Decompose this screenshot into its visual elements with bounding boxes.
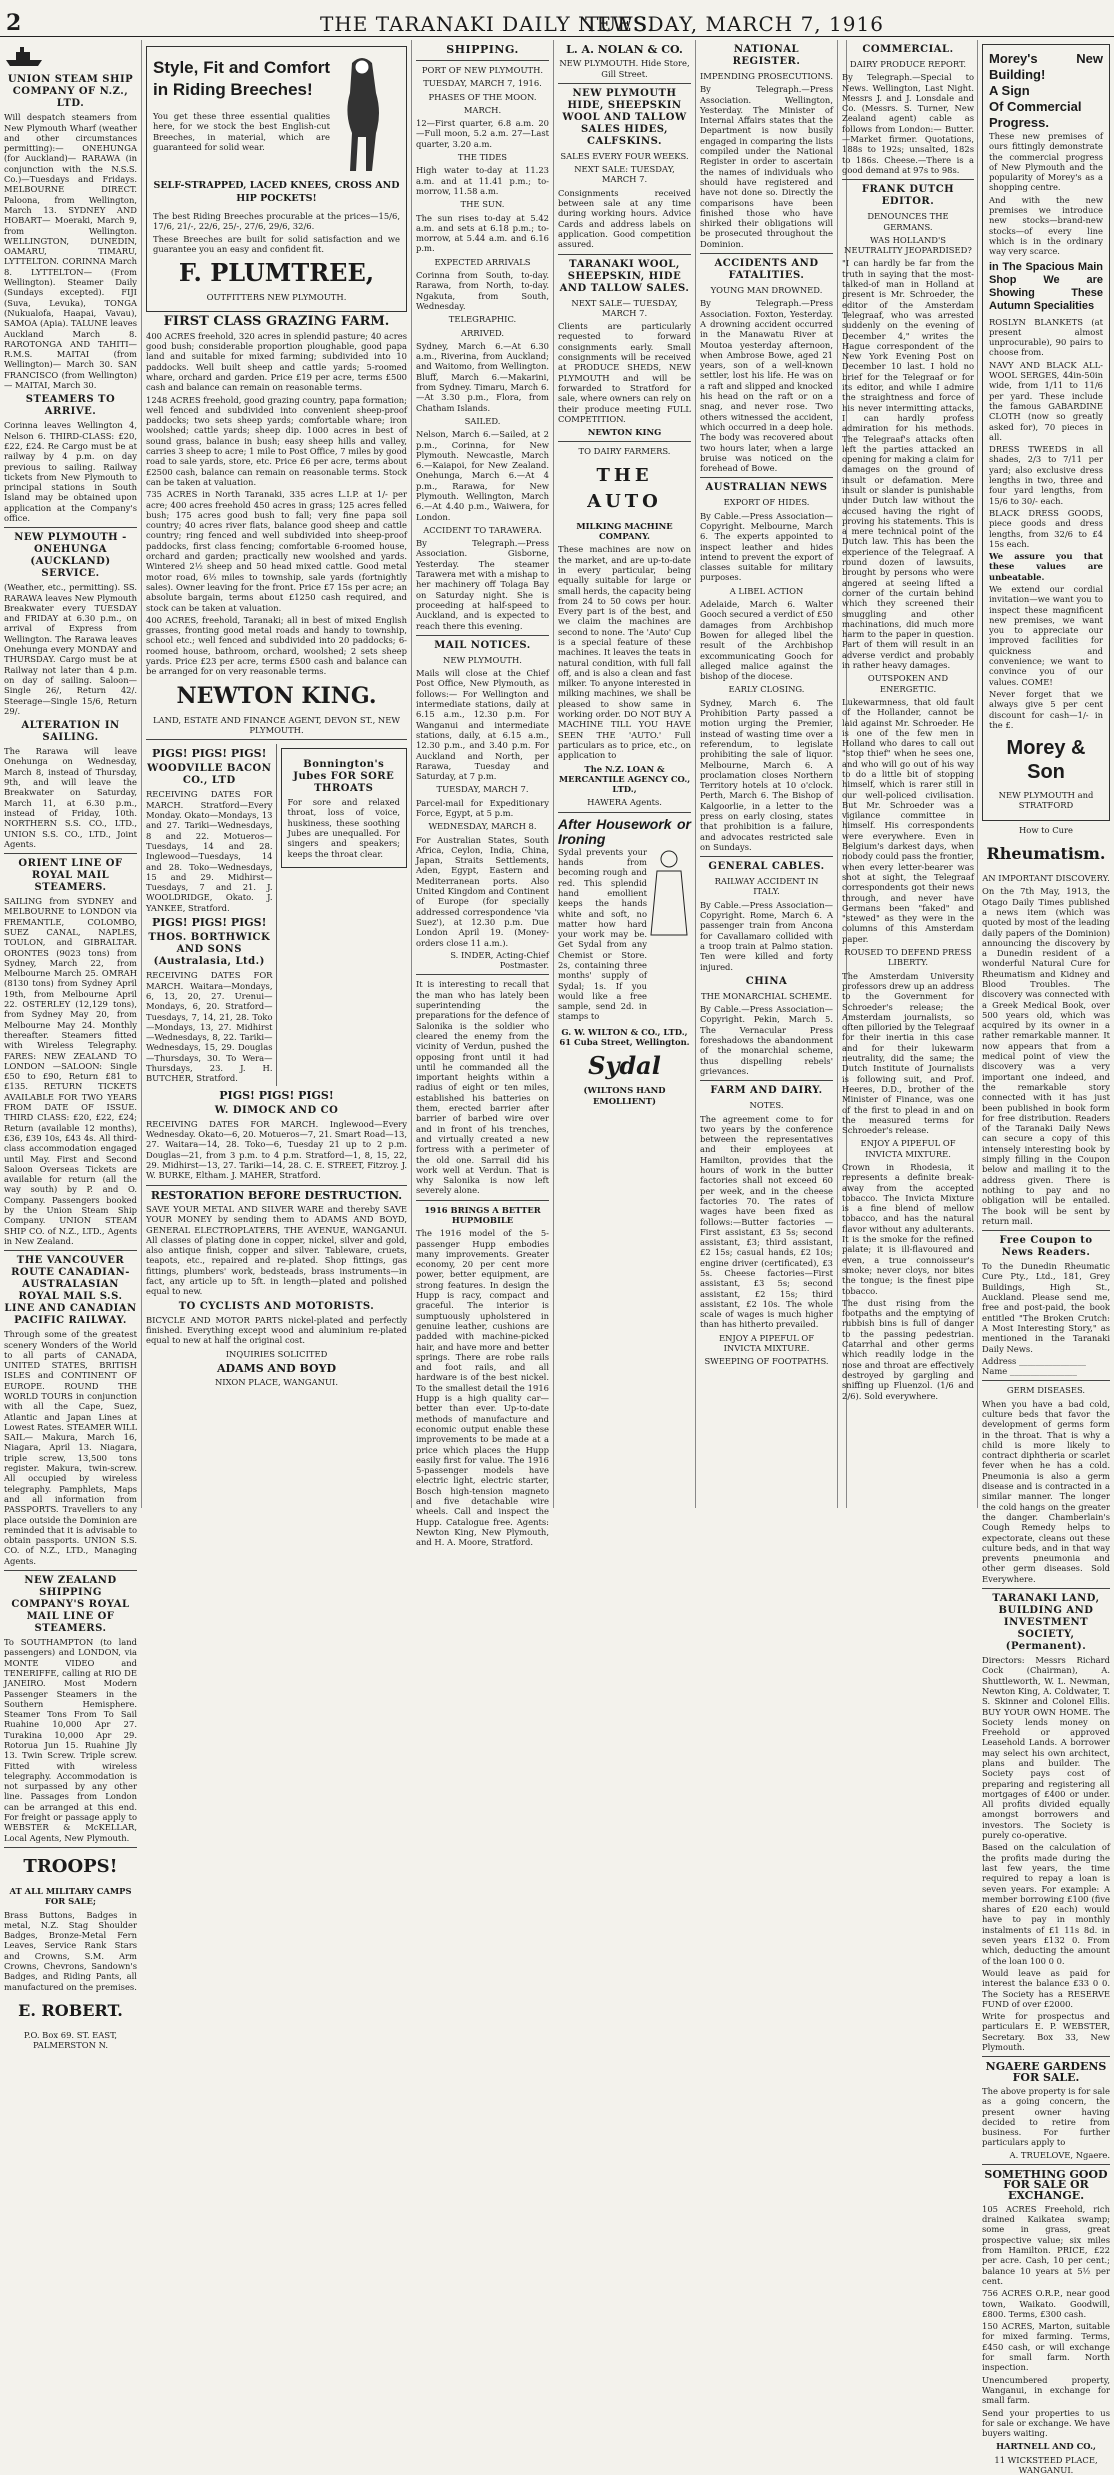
germ-body: When you have a bad cold, culture beds that favor the development of germs form in the throat. That is why a child is more likely to contract diphtheria or scarlet fever when he has a cold. Pneumonia is also a germ disease and is contracted in a similar manner. The longer the cold hangs on the greater the danger. Chamberlain's Cough Remedy helps to expectorate, cleans out these culture beds, and in that way prevents pneumonia and other germ diseases. Sold Everywhere. bbox=[982, 1398, 1110, 1584]
farm-735: 735 ACRES in North Taranaki, 335 acres L.I.P. at 1/- per acre; 400 acres freehold 450 acres in grass; 125 acres felled bush; 175 acres good bush to fall; very fine papa soil country; 40 acres river flats, balance good sheep and cattle country; ring fenced and well subdivided into sheep-proof paddocks, first class fencing; comfortable 6-roomed house, orchard and garden; practically new woolshed and yards. Wintered 2½ sheep and 50 head mixed cattle. Good metal motor road, 6½ miles to township, sale yards (fortnightly sales). Owner leaving for the front. Price £7 15s per acre; an absolute bargain, terms about £1250 cash required, and stock can be taken at valuation. bbox=[146, 489, 407, 613]
hartnell-name: HARTNELL AND CO., bbox=[996, 2441, 1096, 2452]
roused-body: The Amsterdam University professors drew up an address to the Government for Schroeder's release; the Amsterdam journalists, so often pilloried by the Telegraaf for their inertia in this case and for their lukewarm neutrality, did the same; the Dutch Institute of Journalists is following suit, and Prof. Heeres, D.D., brother of the Minister of Finance, was one of the first to plead in and on the measured terms for Schroeder's release. bbox=[842, 970, 974, 1136]
morey-assure: We assure you that these values are unbeatable. bbox=[989, 551, 1103, 582]
mail-wed: WEDNESDAY, MARCH 8. bbox=[428, 821, 537, 832]
national-title: NATIONAL REGISTER. bbox=[732, 44, 801, 67]
morey-intro2: And with the new premises we introduce new stocks—brand-new stocks—of every line which is in the ordinary way very scarce. bbox=[989, 194, 1103, 257]
farm-1248: 1248 ACRES freehold, good grazing country, papa formation; well fenced and subdivided into convenient sheep-proof paddocks; two sets sheep yards; comfortable whare; iron woolshed; cattle yards; sheep dip. 1000 acres in best of sound grass, balance in bush; easy sheep hills and valley, carries 3 sheep to acre; 1 mile to Post Office, 7 miles by good road to sale yards, store, etc. Price £6 per acre, terms about £2500 cash, balance can remain on reasonable terms. Stock can be taken at valuation. bbox=[146, 394, 407, 487]
sailed: SAILED. bbox=[464, 415, 501, 426]
building-body: Directors: Messrs Richard Cock (Chairman), A. Shuttleworth, W. L. Newman, Newton King, A. Coldwater, T. S. Skinner and Colonel Ellis. BUY YOUR OWN HOME. The Society lends money on Freehold or approved Leasehold Lands. A borrower may select his own architect, plans and builder. The Society pays cost of preparing and registering all mortgages of £400 or under. All profits divided equally amongst borrowers and investors. The Society is purely co-operative. bbox=[982, 1655, 1110, 1841]
restoration-body: SAVE YOUR METAL AND SILVER WARE and thereby SAVE YOUR MONEY by sending them to ADAMS AND BOYD, GENERAL ELECTROPLATERS, THE AVENUE, WANGANUI. All classes of plating done in copper, nickel, silver and gold, also antique finish, copper and silver. Tableware, cruets, teapots, etc., repaired and re-plated. Shop fittings, gas fittings, plumbers' work, bedsteads, brass instruments—in fact, any article up to 5ft. in length—plated and polished equal to new. bbox=[146, 1203, 407, 1297]
breeches-ad bbox=[146, 46, 407, 312]
libel-title: A LIBEL ACTION bbox=[729, 585, 804, 596]
arrive-body: Corinna leaves Wellington 4, Nelson 6. THIRD-CLASS: £20, £22, £24. Re Cargo must be at railway by 4 p.m. on day previous to sailing. Railway tickets from New Plymouth to principal stations in South Island may be obtained upon application at the Company's office. bbox=[4, 420, 137, 523]
auto-body: These machines are now on the market, and are up-to-date in every particular, being equally suitable for large or small herds, the capacity being from 24 to 50 cows per hour. Every part is of the best, and we claim the machines are second to none. The 'Auto' Cup is a special feature of these machines. It leaves the teats in natural condition, with full fall off, and is also a clean and fast milker. To anyone interested in milking machines, we shall be pleased to show same in working order. DO NOT BUY A MACHINE TILL YOU HAVE SEEN THE 'AUTO.' Full particulars as to price, etc., on application to bbox=[558, 544, 691, 761]
drowned-body: By Telegraph.—Press Association. Foxton, Yesterday. A drowning accident occurred in the Manawatu River at Moutoa yesterday afternoon, when Ambrose Bowe, aged 21 years, son of a well-known settler, lost his life. He was on a raft and slipped and knocked his head on the raft or on a snag, and never rose. Two others witnessed the accident, which occurred in a deep hole. The body was recovered about two hours later, when a large bruise was noticed on the forehead of Bowe. bbox=[700, 298, 833, 474]
item-2: NAVY AND BLACK ALL-WOOL SERGES, 44in-50in wide, from 1/11 to 11/6 per yard. These include the famous GABARDINE CLOTH (now so greatly asked for), 70 pieces in all. bbox=[989, 359, 1103, 442]
item-3: DRESS TWEEDS in all shades, 2/3 to 7/11 per yard; also exclusive dress lengths in two, three and four yard lengths, from 15/6 to 30/- each. bbox=[989, 444, 1103, 506]
sailed-body: Nelson, March 6.—Sailed, at 2 p.m., Corinna, for New Plymouth. Newcastle, March 6.—Kaiapoi, for New Zealand. Onehunga, March 6.—At 4 p.m., Rarawa, for New Plymouth. Wellington, March 6.—At 4.40 p.m., Waiwera, for London. bbox=[416, 429, 549, 522]
coupon-address-field[interactable]: Address ________________ bbox=[982, 1355, 1086, 1366]
breeches-body: You get these three essential qualities here, for we stock the best English-cut Breeches, in material, which are guaranteed for solid wear. bbox=[153, 111, 330, 152]
drowned-title: YOUNG MAN DROWNED. bbox=[710, 285, 823, 296]
impending: IMPENDING PROSECUTIONS. bbox=[700, 71, 833, 81]
expected-title: EXPECTED ARRIVALS bbox=[434, 256, 531, 267]
mail-tuesday-body: Parcel-mail for Expeditionary Force, Egypt, at 5 p.m. bbox=[416, 797, 549, 818]
coupon-name-label: Name bbox=[982, 1366, 1008, 1377]
morey-invite: We extend our cordial invitation—we want you to inspect these magnificent new premises, we want you to appreciate our improved facilities for quickness and convenience; we want to convince you of our values. COME! bbox=[989, 583, 1103, 687]
mail-wed-body: For Australian States, South Africa, Ceylon, India, China, Japan, Straits Settlements, Aden, Egypt, Eastern and Mediterranean ports. Also United Kingdom and Continent of Europe (for specially addressed correspondence 'via Suez'), at 12.30 p.m. Due London April 19. (Money-orders close 11 a.m.). bbox=[416, 834, 549, 948]
rheum-title: Rheumatism. bbox=[986, 844, 1106, 864]
masthead bbox=[0, 0, 1114, 37]
alteration-body: The Rarawa will leave Onehunga on Wednesday, March 8, instead of Thursday, 9th, and will leave the Breakwater on Saturday, March 11, at 6.30 p.m., instead of Friday, 10th. NORTHERN S.S. CO., LTD., UNION S.S. CO., LTD., Joint Agents. bbox=[4, 746, 137, 849]
breeches-prices: The best Riding Breeches procurable at the prices—15/6, 17/6, 21/-, 22/6, 25/-, 27/6, 29/6, 32/6. bbox=[153, 211, 400, 232]
plumtree-sub: OUTFITTERS NEW PLYMOUTH. bbox=[206, 292, 347, 303]
spacious: in The Spacious Main Shop We are Showing These Autumn Specialities bbox=[989, 260, 1103, 312]
taranaki-sign: NEWTON KING bbox=[587, 427, 662, 438]
column-shipping-news bbox=[412, 40, 554, 1548]
hupmobile-body: The 1916 model of the 5-passenger Hupp embodies many improvements. Greater economy, 20 per cent more power, better equipment, are strong features. In design the Hupp is racy, compact and graceful. The interior is sumptuously upholstered in genuine leather, cushions are padded with machine-picked hair, and have more and better springs. There are robe rails and foot rails, and all hardware is of the best nickel. To the smallest detail the 1916 Hupp is a high quality car—better than ever. Up-to-date methods of manufacture and economic output enable these improvements to be made at a price which places the Hupp easily first for value. The 1916 5-passenger models have electric light, electric starter, Bosch high-tension magneto and five detachable wire wheels. Call and inspect the Hupp. Catalogue free. Agents: Newton King, New Plymouth, and H. A. Moore, Stratford. bbox=[416, 1228, 549, 1548]
troops-title: TROOPS! bbox=[23, 1855, 118, 1877]
restoration-title: RESTORATION BEFORE DESTRUCTION. bbox=[150, 1188, 403, 1202]
sydal-addr: G. W. WILTON & CO., LTD., 61 Cuba Street, Wellington. bbox=[559, 1026, 690, 1048]
moon-title: PHASES OF THE MOON. bbox=[428, 91, 537, 102]
borthwick-title: THOS. BORTHWICK AND SONS (Australasia, Ltd.) bbox=[148, 932, 271, 968]
bonnington-body: For sore and relaxed throat, loss of voice, huskiness, these soothing Jubes are unequalled. For singers and speakers; keeps the throat clear. bbox=[287, 797, 400, 859]
building-title: TARANAKI LAND, BUILDING AND INVESTMENT SOCIETY, (Permanent). bbox=[992, 1593, 1100, 1653]
mail-sub: NEW PLYMOUTH. bbox=[443, 654, 522, 665]
ngaere-body: The above property is for sale as a going concern, the present owner having decided to retire from business. For further particulars apply to bbox=[982, 2085, 1110, 2148]
morey-title-3: Of Commercial bbox=[989, 99, 1082, 114]
tarawera-title: ACCIDENT TO TARAWERA. bbox=[423, 524, 542, 535]
taranaki-next: NEXT SALE— TUESDAY, MARCH 7. bbox=[571, 297, 678, 318]
vancouver-body: Through some of the greatest scenery Wonders of the World to all parts of CANADA, UNITED STATES, BRITISH ISLES and CONTINENT OF EUROPE. ROUND THE WORLD TOURS in conjunction with all the Cape, Suez, Atlantic and Japan Lines at Lowest Rates. STEAMER WILL SAIL— Makura, March 16, Niagara, April 13. Niagara, triple screw, 13,500 tons register. Makura, twin-screw. All occupied by wireless telegraphy. Pamphlets, Maps and all information from PASSPORTS. Travellers to any place outside the Dominion are reminded that it is advisable to obtain passports. UNION S.S. CO. of N.Z., LTD., Managing Agents. bbox=[4, 1329, 137, 1566]
tides-title: THE TIDES bbox=[457, 152, 508, 163]
port-title: PORT OF NEW PLYMOUTH. bbox=[421, 65, 544, 75]
hides-title: EXPORT OF HIDES. bbox=[723, 497, 810, 508]
arrive-title: STEAMERS TO ARRIVE. bbox=[25, 394, 116, 418]
breeches-title: Style, Fit and Comfort in Riding Breeches! bbox=[153, 58, 330, 99]
pigs-title-1: PIGS! PIGS! PIGS! bbox=[152, 747, 267, 761]
sun-title: THE SUN. bbox=[460, 199, 505, 210]
invicta-title: ENJOY A PIPEFUL OF INVICTA MIXTURE. bbox=[860, 1138, 956, 1159]
column-national-news bbox=[696, 40, 838, 1508]
woman-ironing-illustration bbox=[647, 847, 691, 1024]
alteration-title: ALTERATION IN SAILING. bbox=[21, 720, 120, 744]
vancouver-title: THE VANCOUVER ROUTE CANADIAN-AUSTRALASIAN ROYAL MAIL S.S. LINE AND CANADIAN PACIFIC RAILWAY. bbox=[4, 1255, 137, 1327]
morey-name: Morey & Son bbox=[1006, 737, 1086, 784]
holland-title: WAS HOLLAND'S NEUTRALITY JEOPARDISED? bbox=[844, 234, 972, 256]
tides-body: High water to-day at 11.23 a.m. and at 11.41 p.m.; to-morrow, 11.58 a.m. bbox=[416, 165, 549, 196]
dairy-title: TO DAIRY FARMERS. bbox=[578, 446, 671, 457]
moon-body: 12—First quarter, 6.8 a.m. 20—Full moon, 5.2 a.m. 27—Last quarter, 3.20 a.m. bbox=[416, 118, 549, 149]
taranaki-body: Clients are particularly requested to forward consignments early. Small consignments will be received at PRODUCE SHEDS, NEW PLYMOUTH and will be forwarded to Stratford for sale, where owners can rely on their produce meeting FULL COMPETITION. bbox=[558, 321, 691, 424]
auto-sub: MILKING MACHINE COMPANY. bbox=[576, 520, 673, 542]
morey-intro: These new premises of ours fittingly demonstrate the commercial progress of New Plymouth and the popularity of Morey's as a shopping centre. bbox=[989, 131, 1103, 193]
commercial-section bbox=[842, 40, 978, 1508]
orient-title: ORIENT LINE OF ROYAL MAIL STEAMERS. bbox=[18, 858, 123, 894]
ex-send: Send your properties to us for sale or exchange. We have buyers waiting. bbox=[982, 2407, 1110, 2439]
woodville-body: RECEIVING DATES FOR MARCH. Stratford—Every Monday. Okato—Mondays, 13 and 27. Tariki—Wednesdays, 8 and 22. Motueros—Tuesdays, 14 and 28. Inglewood—Tuesdays, 14 and 28. Toko—Wednesdays, 15 and 29. Midhirst—Tuesdays, 7 and 21. J. WOOLDRIDGE, Okato. J. YANKEE, Stratford. bbox=[146, 789, 273, 913]
pigs-title-3: PIGS! PIGS! PIGS! bbox=[219, 1088, 334, 1102]
sun-body: The sun rises to-day at 5.42 a.m. and sets at 6.18 p.m.; to-morrow, at 5.44 a.m. and 6.16 p.m. bbox=[416, 212, 549, 254]
rheum-sub: AN IMPORTANT DISCOVERY. bbox=[982, 873, 1110, 884]
morey-and-right-column bbox=[982, 40, 1110, 2475]
port-date: TUESDAY, MARCH 7, 1916. bbox=[423, 78, 542, 89]
coupon-title: Free Coupon to News Readers. bbox=[999, 1235, 1093, 1259]
coupon-body: To the Dunedin Rheumatic Cure Pty., Ltd., 181, Grey Buildings, High St., Auckland. Please send me, free and post-paid, the book entitled "The Broken Crutch: A Most Interesting Story," as mentioned in the Taranaki Daily News. bbox=[982, 1261, 1110, 1354]
column-commercial-and-ads bbox=[838, 40, 1114, 2475]
dairy-report: DAIRY PRODUCE REPORT. bbox=[849, 59, 967, 69]
coupon-address-label: Address bbox=[982, 1355, 1017, 1366]
ex-unencumbered: Unencumbered property, Wanganui, in exchange for small farm. bbox=[982, 2374, 1110, 2406]
newplymouth-body: (Weather, etc., permitting). SS. RARAWA leaves New Plymouth Breakwater every TUESDAY and FRIDAY at 6.30 p.m., on arrival of Express from Wellington. The Rarawa leaves Onehunga every MONDAY and THURSDAY. Cargo must be at Railway not later than 4 p.m. on day of sailing. Saloon—Single 26/, Return 42/. Steerage—Single 15/6, Return 29/. bbox=[4, 582, 137, 716]
denounces: DENOUNCES THE GERMANS. bbox=[867, 211, 949, 232]
sydal-brand: Sydal bbox=[588, 1051, 661, 1081]
troops-body: Brass Buttons, Badges in metal, N.Z. Stag Shoulder Badges, Bronze-Metal Fern Leaves, Service Rank Stars and Crowns, S.M. Arm Crowns, Chevrons, Sandown's Badges, and Riding Pants, all manufactured on the premises. bbox=[4, 1909, 137, 1992]
national-body: By Telegraph.—Press Association. Wellington, Yesterday. The Minister of Internal Affairs states that the Department is now busily engaged in comparing the lists compiled under the National Register in order to ascertain the names of individuals who should have registered and have not done so. Directly the comparisons have been finished those who have shirked their obligations will be prosecuted throughout the Dominion. bbox=[700, 84, 833, 249]
building-example: Based on the calculation of the profits made during the last few years, the time required to repay a loan is seven years. For example: A member borrowing £100 (five shares of £20 each) would have to pay in monthly instalments of £1 11s 8d. in seven years £132 0. From which, deducting the amount of the loan 100 0 0. bbox=[982, 1842, 1110, 1966]
italy-body: By Cable.—Press Association—Copyright. Rome, March 6. A passenger train from Ancona for Cavallamaro collided with a troop train at Palmo station. Ten were killed and forty injured. bbox=[700, 899, 833, 972]
sweep-body: The dust rising from the footpaths and the emptying of rubbish bins is full of danger to the passing pedestrian. Catarrhal and other germs which readily lodge in the nose and throat are effectively destroyed by gargling and sniffing up Fluenzol. (1/6 and 2/6). Sold everywhere. bbox=[842, 1297, 974, 1401]
tarawera-body: By Telegraph.—Press Association. Gisborne, Yesterday. The steamer Tarawera met with a mishap to her machinery off Tolaga Bay on Saturday night. She is proceeding at half-speed to Auckland, and is expected to reach there this evening. bbox=[416, 538, 549, 631]
nz-shipping-body: To SOUTHAMPTON (to land passengers) and LONDON, via MONTE VIDEO and TENERIFFE, calling at RIO DE JANEIRO. Most Modern Passenger Steamers in the Southern Hemisphere. Steamer Tons From To Sail Ruahine 10,000 Apr 27. Turakina 10,000 Apr 29. Rotorua Jun 15. Ruahine Jly 13. Twin Screw. Triple screw. Fitted with wireless telegraphy. Accommodation is not surpassed by any other line. Passages from London can be arranged at this end. For freight or passage apply to WEBSTER & McKELLAR, Local Agents, New Plymouth. bbox=[4, 1637, 137, 1843]
closing-title: EARLY CLOSING. bbox=[728, 684, 805, 695]
robert-addr: P.O. Box 69. ST. EAST, PALMERSTON N. bbox=[23, 2029, 118, 2051]
page-number: 2 bbox=[6, 10, 22, 36]
mail-tuesday: TUESDAY, MARCH 7. bbox=[436, 784, 529, 795]
moon-month: MARCH. bbox=[463, 104, 502, 115]
cables-title: GENERAL CABLES. bbox=[708, 861, 825, 873]
ex-105: 105 ACRES Freehold, rich drained Kaikatea swamp; some in grass, great prospective value; six miles from Hamilton. PRICE, £22 per acre. Cash, 10 per cent.; balance 10 years at 5½ per cent. bbox=[982, 2203, 1110, 2286]
bonnington-ad bbox=[281, 748, 408, 868]
farm-dairy-title: FARM AND DAIRY. bbox=[710, 1085, 823, 1097]
ex-150: 150 ACRES, Marton, suitable for mixed farming. Terms, £450 cash, or will exchange for small farm. North inspection. bbox=[982, 2321, 1110, 2373]
telegraphic: TELEGRAPHIC. bbox=[448, 314, 517, 325]
taranaki-title: TARANAKI WOOL, SHEEPSKIN, HIDE AND TALLOW SALES. bbox=[559, 258, 690, 294]
newspaper-title: THE TARANAKI DAILY NEWS. bbox=[320, 12, 656, 36]
newton-king-sub: LAND, ESTATE AND FINANCE AGENT, DEVON ST., NEW PLYMOUTH. bbox=[153, 714, 400, 735]
borthwick-body: RECEIVING DATES FOR MARCH. Waitara—Mondays, 6, 13, 20, 27. Urenui—Mondays, 6, 20. Stratford—Tuesdays, 7, 14, 21, 28. Toko—Mondays, 13, 27. Midhirst—Wednesdays, 8, 22. Tariki—Wednesdays, 15, 29. Douglas—Thursdays, 30. To Wera—Thursdays, 23. J. H. BUTCHER, Stratford. bbox=[146, 970, 273, 1084]
notes-title: NOTES. bbox=[749, 1100, 784, 1111]
italy-title: RAILWAY ACCIDENT IN ITALY. bbox=[714, 876, 819, 897]
building-write: Write for prospectus and particulars E. P. WEBSTER, Secretary. Box 33, New Plymouth. bbox=[982, 2011, 1110, 2053]
dimock-body: RECEIVING DATES FOR MARCH. Inglewood—Every Wednesday. Okato—6, 20. Motueros—7, 21. Smart Road—13, 27. Waitara—14, 28. Toko—6, Tuesday 21 up to 2 p.m. Douglas—21, from 3 p.m. to 4 p.m. Stratford—1, 8, 15, 22, 29. Midhirst—13, 27. Tariki—14, 28. C. E. STREET, Fitzroy. J. W. BURKE, Eltham. J. MAHER, Stratford. bbox=[146, 1118, 407, 1181]
morey-title-1: Morey's New Building! bbox=[989, 51, 1103, 82]
nz-loan: The N.Z. LOAN & MERCANTILE AGENCY CO., LTD., bbox=[558, 763, 691, 795]
morey-title-4: Progress. bbox=[989, 115, 1049, 130]
morey-place: NEW PLYMOUTH and STRATFORD bbox=[998, 790, 1094, 811]
column-shipping-lines bbox=[0, 40, 142, 2051]
column-advertisements bbox=[142, 40, 412, 1508]
woodville-title: WOODVILLE BACON CO., LTD bbox=[147, 763, 272, 787]
issue-date: TUESDAY, MARCH 7, 1916 bbox=[585, 12, 884, 36]
cyclists-body: BICYCLE AND MOTOR PARTS nickel-plated and perfectly finished. Everything except wood and aluminium re-plated equal to new at half the original cost. bbox=[146, 1314, 407, 1346]
cyclists-title: TO CYCLISTS AND MOTORISTS. bbox=[178, 1300, 375, 1312]
commercial-title: COMMERCIAL. bbox=[862, 44, 954, 55]
shipping-title: SHIPPING. bbox=[446, 43, 519, 56]
expected-body: Corinna from South, to-day. Rarawa, from North, to-day. Ngakuta, from South, Wednesday. bbox=[416, 270, 549, 311]
plumtree-name: F. PLUMTREE, bbox=[178, 258, 375, 288]
auto-title: THE AUTO bbox=[587, 464, 662, 512]
australian-title: AUSTRALIAN NEWS bbox=[705, 482, 828, 494]
hide-next: NEXT SALE: TUESDAY, MARCH 7. bbox=[574, 164, 675, 185]
orient-body: SAILING from SYDNEY and MELBOURNE to LONDON via FREMANTLE, COLOMBO, SUEZ CANAL, NAPLES, TOULON, and GIBRALTAR. ORONTES (9023 tons) from Sydney, March 22, from Melbourne March 25. OMRAH (8130 tons) from Sydney April 19th, from Melbourne April 22. OSTERLEY (12,129 tons), from Sydney May 20, from Melbourne May 24. Monthly thereafter. Steamers fitted with Wireless Telegraphy. FARES: NEW ZEALAND TO LONDON —SALOON: Single £50 to £90, Return £81 to £135. RETURN TICKETS AVAILABLE FOR TWO YEARS FROM DATE OF ISSUE. THIRD CLASS: £20, £22, £24; Return (available 12 months), £36, £39 10s, £43 4s. All third-class accommodation engaged until May. First and Second Saloon Overseas Tickets are available for return (all the way south) by P. and O. Company. Passengers booked by the Union Steam Ship Company. UNION STEAM SHIP CO. of N.Z., LTD., Agents in New Zealand. bbox=[4, 896, 137, 1246]
ngaere-sign: A. TRUELOVE, Ngaere. bbox=[1009, 2149, 1110, 2160]
dimock-title: W. DIMOCK AND CO bbox=[214, 1104, 339, 1116]
hawera: HAWERA Agents. bbox=[587, 797, 662, 808]
column-hide-sales bbox=[554, 40, 696, 1508]
nolan-title: L. A. NOLAN & CO. bbox=[566, 43, 683, 56]
newton-king-name: NEWTON KING. bbox=[176, 682, 377, 709]
farm-400: 400 ACRES freehold, 320 acres in splendid pasture; 40 acres good bush; considerable proportion ploughable, good papa land and suitable for mixed farming; subdivided into 10 paddocks. Well built sheep and cattle yards; 5-roomed whare, orchard and garden. Price £19 per acre, terms £500 cash and balance can remain on reasonable terms. bbox=[146, 330, 407, 393]
ship-icon bbox=[4, 46, 137, 70]
morey-forget: Never forget that we always give 5 per cent discount for cash—1/- in the £. bbox=[989, 688, 1103, 730]
adams-addr: NIXON PLACE, WANGANUI. bbox=[214, 1377, 339, 1388]
hide-body: SALES EVERY FOUR WEEKS. bbox=[560, 150, 689, 161]
invicta-body: Crown in Rhodesia, it represents a definite break-away from the accepted tobacco. The Invicta Mixture is a fine blend of mellow tobacco, and has the natural flavor without any adulterants. It is the smoke for the refined palate; it is ill-flavoured and even, a true connoisseur's smoke; never cloys, nor bites the tongue; is the finest pipe tobacco. bbox=[842, 1161, 974, 1296]
footpaths-title: SWEEPING OF FOOTPATHS. bbox=[704, 1356, 829, 1367]
robert-name: E. ROBERT. bbox=[18, 2000, 123, 2020]
verdun-body: It is interesting to recall that the man who has lately been superintending the preparations for the defence of Salonika is the soldier who cleared the enemy from the vicinity of Verdun, pushed the opposing front until it had until he commanded all the important heights within a radius of eight or ten miles, established his batteries on them, erected barrier after barrier of barbed wire over and in front of his trenches, and virtually created a new fortress with a perimeter of the old one. Sarrail did his work well at Verdun. That is why Salonika is now left severely alone. bbox=[416, 979, 549, 1196]
rheum-how: How to Cure bbox=[1018, 824, 1073, 835]
hide-title: NEW PLYMOUTH HIDE, SHEEPSKIN WOOL AND TALLOW SALES HIDES, CALFSKINS. bbox=[562, 87, 687, 147]
sydal-title: After Housework or Ironing bbox=[558, 815, 691, 847]
adams-name: ADAMS AND BOYD bbox=[217, 1361, 336, 1375]
mail-body: Mails will close at the Chief Post Office, New Plymouth, as follows:— For Wellington and intermediate stations, daily at 6.15 a.m., 12.30 p.m. For Wanganui and intermediate stations, daily, at 6.15 a.m., 12.30 p.m., and 3.40 p.m. For Auckland and North, per Rarawa, Tuesday and Saturday, at 7 p.m. bbox=[416, 668, 549, 782]
farm-title: FIRST CLASS GRAZING FARM. bbox=[163, 314, 390, 330]
hides-body: By Cable.—Press Association—Copyright. Melbourne, March 6. The experts appointed to inspect leather and hides intend to prevent the export of classes suitable for military purposes. bbox=[700, 510, 833, 583]
newplymouth-title: NEW PLYMOUTH - ONEHUNGA (AUCKLAND) SERVICE. bbox=[14, 532, 127, 580]
ex-756: 756 ACRES O.R.P., near good town, Waikato. Goodwill, £800. Terms, £300 cash. bbox=[982, 2288, 1110, 2319]
breeches-note: These Breeches are built for solid satisfaction and we guarantee you an easy and confident fit. bbox=[153, 233, 400, 254]
union-body: Will despatch steamers from New Plymouth Wharf (weather and other circumstances permitting):— ONEHUNGA (for Auckland)— RARAWA (in conjunction with the N.S.S. Co.)—Tuesdays and Fridays. MELBOURNE DIRECT. Paloona, from Wellington, March 13. SYDNEY AND HOBART— Moeraki, March 9, from Wellington. WELLINGTON, DUNEDIN, OAMARU, TIMARU, LYTTELTON. CORINNA March 8. LYTTELTON— (From Wellington). Steamer Daily (Sundays excepted). FIJI (Suva, Levuka), TONGA (Nukualofa, Haapai, Vavau), SAMOA (Apia). TALUNE leaves Auckland March 8. RAROTONGA AND TAHITI— R.M.S. MAITAI (from Wellington)— March 30. SAN FRANCISCO (from Wellington)— MAITAI, March 30. bbox=[4, 112, 137, 391]
monarchial-body: By Cable.—Press Association—Copyright. Pekin, March 5. The Vernacular Press foreshadows the abandonment of the monarchial scheme, thus dispelling rebels' grievances. bbox=[700, 1004, 833, 1076]
holland-body: "I can hardly be far from the truth in saying that the most-talked-of man in Holland at present is Mr. Schroeder, the editor of the Amsterdam Telegraaf, who was arrested suddenly on the evening of December 4," writes the Hague correspondent of the New York Evening Post on December 10 last. I hold no brief for the Telegraaf or for its editor, and while I admire the straightness and force of his never intermitting attacks, I can hardly profess admiration for his methods. The Telegraaf's attacks often left the parties attacked an opening for making a claim for damages on the ground of insult or defamation. Mere insult or slander is punishable under Dutch law without the accused having the right of proving his statements. This is a mere technical point of the Dutch law. This has been the experience of the Telegraaf. A round dozen of lawsuits, brought by persons who were angered at seeing lifted a corner of the curtain behind which they screened their smuggling and other machinations, did much more harm to the paper in question. Part of them will result in an adverse verdict and probably in rather heavy damages. bbox=[842, 258, 974, 671]
horse-rider-illustration bbox=[330, 53, 400, 173]
item-1: ROSLYN BLANKETS (at present almost unprocurable), 90 pairs to choose from. bbox=[989, 316, 1103, 358]
germ-title: GERM DISEASES. bbox=[1006, 1385, 1086, 1396]
mail-title: MAIL NOTICES. bbox=[434, 639, 531, 651]
morey-ad bbox=[982, 44, 1110, 821]
sydal-ad bbox=[558, 817, 691, 1106]
morey-title-2: A Sign bbox=[989, 83, 1030, 98]
roused-title: ROUSED TO DEFEND PRESS LIBERTY. bbox=[844, 947, 972, 968]
something-title: SOMETHING GOOD FOR SALE OR EXCHANGE. bbox=[984, 2167, 1108, 2202]
union-title: UNION STEAM SHIP COMPANY OF N.Z., LTD. bbox=[7, 74, 134, 110]
bonnington-title: Bonnington's Jubes FOR SORE THROATS bbox=[293, 759, 395, 795]
hartnell-addr: 11 WICKSTEED PLACE, WANGANUI. bbox=[994, 2454, 1098, 2475]
sydal-tag: (WILTONS HAND EMOLLIENT) bbox=[583, 1085, 666, 1106]
nz-shipping-title: NEW ZEALAND SHIPPING COMPANY'S ROYAL MAIL LINE OF STEAMERS. bbox=[11, 1575, 130, 1635]
notes-body: The agreement come to for two years by the conference between the representatives and their employees at Hamilton, provides that the hours of work in the butter factories shall not exceed 60 per week, and in the cheese factories 70. The rates of wages have been fixed as follows:—Butter factories —First assistant, £3 5s; second assistant, £3; third assistant, £2 15s; casual hands, £2 10s; engine driver (certificated), £3 5s. Cheese factories—First assistant, £3 5s; second assistant, £2 15s; third assistant, £2 10s. The whole scale of wages is much higher than has hitherto prevailed. bbox=[700, 1113, 833, 1330]
outspoken-body: Lukewarmness, that old fault of the Hollander, cannot be laid against Mr. Schroeder. He is one of the few men in Holland who dares to call out "stop thief" when he sees one, and who will go out of his way to do a little bit of stopping himself, which is rarer still in our well-policed civilisation. But Mr. Schroeder was a vigilance committee in himself. His correspondents were everywhere. Even in Belgium's darkest days, when nobody could pass the frontier, when every letter-bearer was shot at sight, the Telegraaf correspondents got their news through, and never have Germans been "faked" and "stewed" as they were in the columns of this Amsterdam paper. bbox=[842, 696, 974, 944]
item-4: BLACK DRESS GOODS, piece goods and dress lengths, from 32/6 to £4 15s each. bbox=[989, 507, 1103, 549]
nolan-sub: NEW PLYMOUTH. Hide Store, Gill Street. bbox=[559, 58, 690, 79]
hupmobile-title: 1916 BRINGS A BETTER HUPMOBILE bbox=[424, 1204, 541, 1225]
building-interest: Would leave as paid for interest the balance £33 0 0. The Society has a RESERVE FUND of over £2000. bbox=[982, 1967, 1110, 2009]
breeches-features: SELF-STRAPPED, LACED KNEES, CROSS AND HIP POCKETS! bbox=[153, 180, 400, 204]
troops-sub: AT ALL MILITARY CAMPS FOR SALE; bbox=[9, 1885, 132, 1907]
monarchial-title: THE MONARCHIAL SCHEME. bbox=[701, 990, 832, 1001]
outspoken-title: OUTSPOKEN AND ENERGETIC. bbox=[867, 673, 949, 694]
dairy-body: By Telegraph.—Special to News. Wellington, Last Night. Messrs J. and J. Lonsdale and Co. (Messrs. S. Turner, New Zealand agent) cable as follows from London:— Butter.—Market firmer. Quotations, 188s to 192s; unsalted, 182s to 186s. Cheese.—There is a good demand at 97s to 98s. bbox=[842, 72, 974, 175]
pipeful-title: ENJOY A PIPEFUL OF INVICTA MIXTURE. bbox=[718, 1332, 815, 1354]
china-title: CHINA bbox=[745, 975, 788, 987]
closing-body: Sydney, March 6. The Prohibition Party passed a motion urging the Premier, instead of wasting time over a referendum, to legislate prohibiting the sale of liquor. Melbourne, March 6. A proclamation closes Northern Territory hotels at 10 o'clock. Perth, March 6. The Bishop of Kalgoorlie, in a letter to the press on early closing, states that prohibition is a failure, and advocates restricted sale on Sundays. bbox=[700, 697, 833, 852]
dutch-title: FRANK DUTCH EDITOR. bbox=[861, 184, 955, 208]
farm-400b: 400 ACRES, freehold, Taranaki; all in best of mixed English grasses, fronting good metal roads and handy to township, school etc.; well fenced and subdivided into 20 paddocks; 6-roomed house, bathroom, orchard, woolshed; 2 sets sheep yards. Price £23 per acre, terms £500 cash and balance can be arranged for on very reasonable terms. bbox=[146, 614, 407, 677]
ngaere-title: NGAERE GARDENS FOR SALE. bbox=[985, 2060, 1107, 2084]
pigs-title-2: PIGS! PIGS! PIGS! bbox=[152, 916, 267, 930]
arrived-body: Sydney, March 6.—At 6.30 a.m., Riverina, from Auckland; and Waitomo, from Wellington. Bluff, March 6.—Makarini, from Sydney. Timaru, March 6.—At 3.30 p.m., Flora, from Chatham Islands. bbox=[416, 340, 549, 413]
inquiries: INQUIRIES SOLICITED bbox=[225, 1348, 328, 1359]
sydal-body: Sydal prevents your hands from becoming rough and red. This splendid hand emollient keeps the hands white and soft, no matter how hard your work may be. Get Sydal from any Chemist or Store. 2s, containing three months' supply of Sydal; 1s. If you would like a free sample, send 2d. in stamps to bbox=[558, 846, 647, 1022]
arrived: ARRIVED. bbox=[460, 327, 505, 338]
rheum-body: On the 7th May, 1913, the Otago Daily Times published a news item (which was quoted by most of the leading daily papers of the Dominion) announcing the discovery by a Dunedin resident of a wonderful Natural Cure for Rheumatism and Kidney and Blood Troubles. The discovery was connected with a Greek Medical Book, over 500 years old, which was acquired by its owner in a rather remarkable manner. It now appears that from a medical point of view the discovery was a very important one indeed, and the remarkable story connected with it has just been published in book form for free distribution. Readers of the Taranaki Daily News can secure a copy of this intensely interesting book by simply filling in the Coupon below and mailing it to the address given. There is nothing to pay and no obligation will be entailed. The book will be sent by return mail. bbox=[982, 886, 1110, 1226]
mail-sign: S. INDER, Acting-Chief Postmaster. bbox=[450, 949, 549, 971]
coupon-name-field[interactable]: Name ________________ bbox=[982, 1366, 1077, 1377]
libel-body: Adelaide, March 6. Walter Gooch secured a verdict of £50 damages from Archbishop Bowen for alleged libel the result of the Archbishop excommunicating Gooch for alleged malice against the bishop of the diocese. bbox=[700, 599, 833, 682]
hide-body2: Consignments received between sale at any time during working hours. Advice Cards and address labels on application. Good competition assured. bbox=[558, 187, 691, 250]
accidents-title: ACCIDENTS AND FATALITIES. bbox=[714, 258, 819, 282]
